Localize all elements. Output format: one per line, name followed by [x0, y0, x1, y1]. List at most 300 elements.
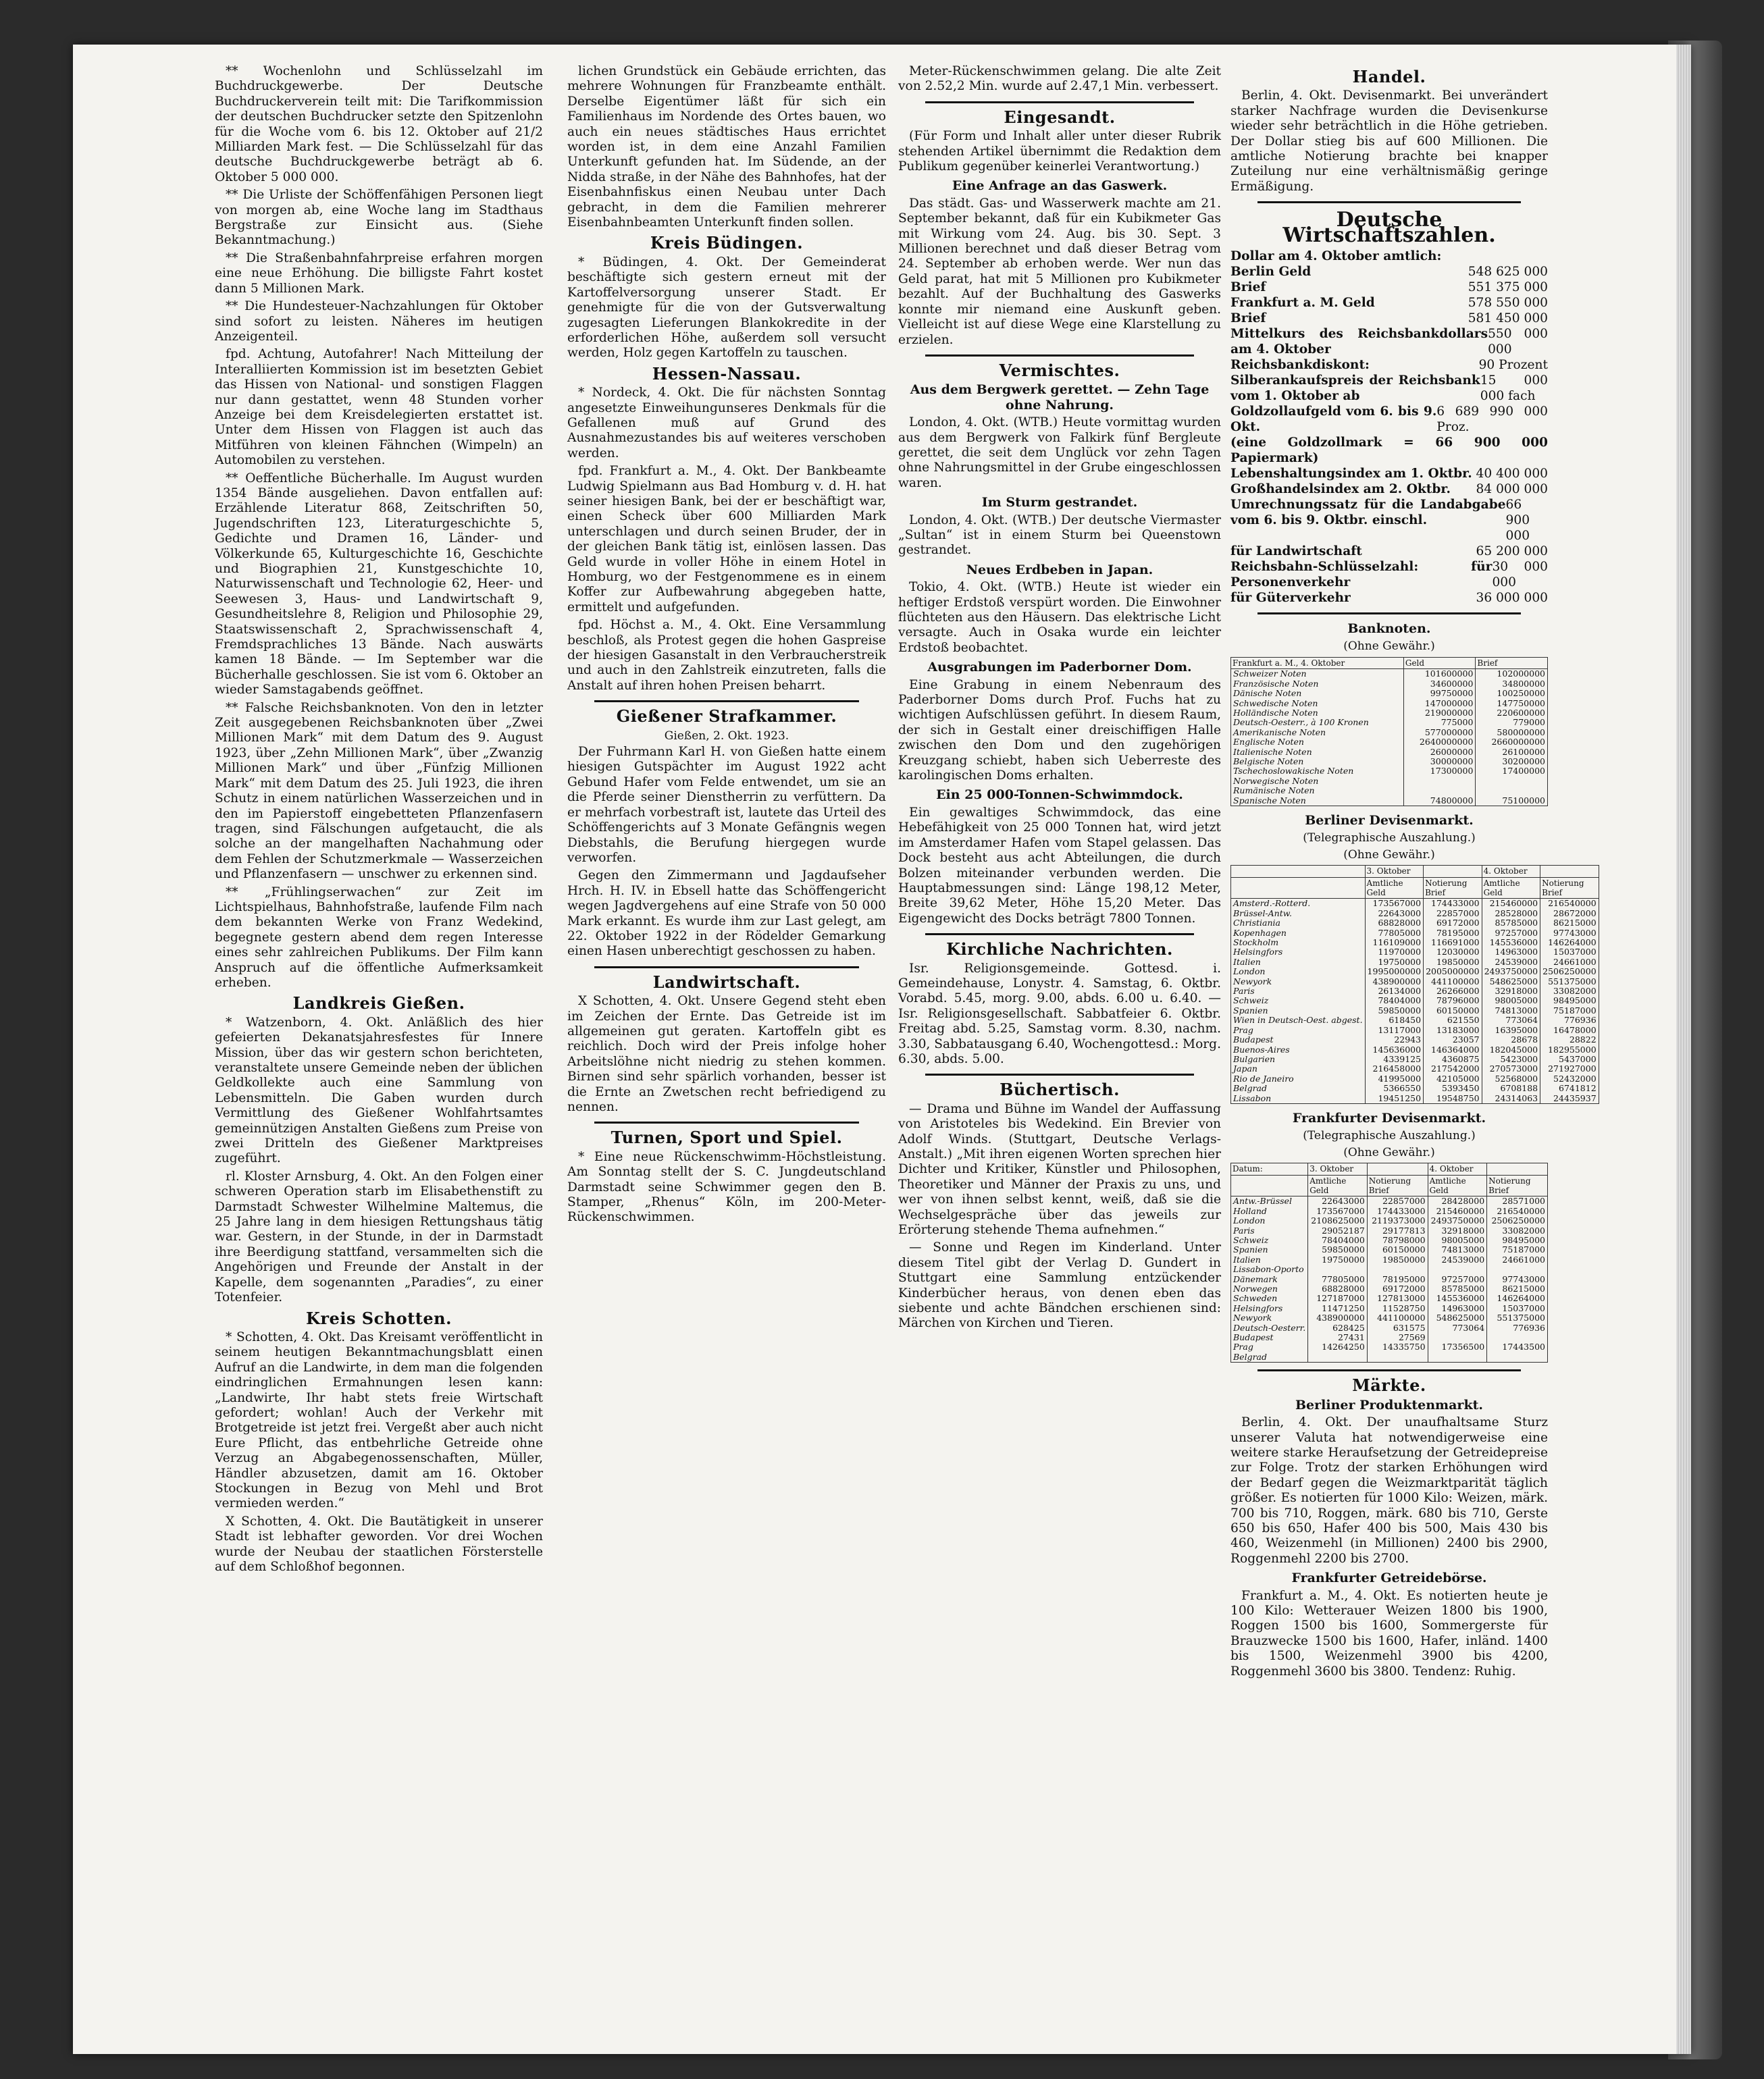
table-cell: Helsingfors — [1231, 1304, 1308, 1313]
wirtschaftszahl-row — [1230, 264, 1548, 280]
article-paragraph: Das städt. Gas- und Wasserwerk machte am 21. September bekannt, daß für ein Kubikmeter Gas mit Wirkung vom 24. Aug. bis 30. Sept. 3 Millionen berechnet und daß dieser Betrag vom 24. September ab erhoben werde. Wer nun das Geld parat, hat mit 5 Millionen pro Kubikmeter bezahlt. Auf der Buchhaltung des Gaswerks konnte mir niemand eine Auskunft geben. Vielleicht ist auf diese Wege eine Klarstellung zu erzielen. — [898, 196, 1221, 347]
wirtschaftszahl-label: Goldzollaufgeld vom 6. bis 9. Okt. — [1230, 404, 1437, 435]
table-cell: 116691000 — [1424, 938, 1482, 947]
berliner-note-2: (Ohne Gewähr.) — [1343, 847, 1435, 862]
table-row — [1231, 986, 1599, 996]
table-cell: Budapest — [1231, 1035, 1366, 1045]
table-cell: 34600000 — [1403, 679, 1476, 689]
table-cell: 86215000 — [1487, 1284, 1548, 1294]
column-2-paragraphs — [567, 64, 886, 230]
wirtschaftszahl-label: Dollar am 4. Oktober amtlich: — [1230, 249, 1442, 264]
table-cell: 216540000 — [1540, 899, 1599, 909]
table-header-row — [1231, 1175, 1548, 1196]
table-cell: 11471250 — [1308, 1304, 1368, 1313]
wirtschaftszahl-row — [1230, 466, 1548, 481]
heading-turnen-sport: Turnen, Sport und Spiel. — [611, 1128, 843, 1148]
table-cell: 2493750000 — [1482, 967, 1540, 976]
table-cell: 116109000 — [1365, 938, 1424, 947]
table-cell: 26134000 — [1365, 986, 1424, 996]
frankfurter-note-2: (Ohne Gewähr.) — [1343, 1145, 1435, 1159]
table-cell: 24661000 — [1540, 957, 1599, 967]
table-cell: 146264000 — [1487, 1294, 1548, 1303]
table-row — [1231, 669, 1548, 679]
table-row — [1231, 967, 1599, 976]
wirtschaftszahl-value: 548 625 000 — [1468, 265, 1548, 280]
wirtschaftszahlen-list — [1230, 248, 1548, 606]
table-cell: 17356500 — [1428, 1342, 1487, 1352]
table-cell: 60150000 — [1367, 1245, 1428, 1255]
table-cell: Amerikanische Noten — [1231, 728, 1404, 737]
table-header-cell: Amtliche Geld — [1308, 1175, 1368, 1196]
table-cell: 19850000 — [1367, 1255, 1428, 1265]
divider — [594, 1122, 859, 1124]
table-cell: 548625000 — [1428, 1313, 1487, 1323]
table-cell: 52568000 — [1482, 1074, 1540, 1084]
table-header-cell: Notierung Brief — [1424, 877, 1482, 899]
table-cell: 127187000 — [1308, 1294, 1368, 1303]
wirtschaftszahl-row — [1230, 497, 1548, 544]
divider — [925, 1074, 1194, 1076]
table-cell: 2506250000 — [1487, 1216, 1548, 1226]
table-cell: 75187000 — [1540, 1006, 1599, 1016]
table-cell: Stockholm — [1231, 938, 1366, 947]
heading-strafkammer: Gießener Strafkammer. — [616, 706, 837, 727]
table-cell: 23057 — [1424, 1035, 1482, 1045]
table-header-cell: Brief — [1476, 657, 1548, 668]
wirtschaftszahl-label: Großhandelsindex am 2. Oktbr. — [1230, 482, 1451, 497]
table-cell: 102000000 — [1476, 669, 1548, 679]
table-cell: 33082000 — [1487, 1226, 1548, 1236]
heading-hessen-nassau: Hessen-Nassau. — [652, 363, 802, 384]
table-cell: Buenos-Aires — [1231, 1045, 1366, 1055]
heading-banknoten: Banknoten. — [1347, 621, 1431, 637]
table-cell: 75187000 — [1487, 1245, 1548, 1255]
wirtschaftszahl-value: 40 400 000 — [1476, 467, 1548, 481]
table-cell: 215460000 — [1428, 1207, 1487, 1216]
table-cell: 52432000 — [1540, 1074, 1599, 1084]
table-cell: Bulgarien — [1231, 1055, 1366, 1064]
table-cell: 78404000 — [1365, 996, 1424, 1005]
table-cell: 5423000 — [1482, 1055, 1540, 1064]
wirtschaftszahl-label: Reichsbahn-Schlüsselzahl: für Personenverkehr — [1230, 560, 1493, 590]
vermischtes-paragraph-1: London, 4. Okt. (WTB.) Heute vormittag wurden aus dem Bergwerk von Falkirk fünf Bergleute gerettet, die seit dem Unglück vor zehn Tagen ohne Nahrungsmittel in der Grube eingeschlossen waren. — [898, 415, 1221, 490]
heading-maerkte: Märkte. — [1352, 1375, 1426, 1396]
table-cell: 97743000 — [1487, 1275, 1548, 1284]
table-cell: Budapest — [1231, 1333, 1308, 1342]
table-cell: 216458000 — [1365, 1064, 1424, 1074]
table-header-cell: 3. Oktober — [1365, 866, 1424, 877]
column-3-paragraphs — [898, 64, 1221, 95]
table-cell: 24314063 — [1482, 1094, 1540, 1104]
table-cell — [1476, 777, 1548, 786]
table-cell: Italienische Noten — [1231, 747, 1404, 757]
table-header-cell: Notierung Brief — [1367, 1175, 1428, 1196]
wirtschaftszahl-label: (eine Goldzollmark = 66 900 000 Papiermark) — [1230, 436, 1548, 466]
table-row — [1231, 1236, 1548, 1245]
table-cell: 74800000 — [1403, 796, 1476, 806]
table-cell: Schwedische Noten — [1231, 699, 1404, 708]
table-row — [1231, 1275, 1548, 1284]
table-cell: 41995000 — [1365, 1074, 1424, 1084]
table-cell — [1487, 1265, 1548, 1274]
table-row — [1231, 1094, 1599, 1104]
table-row — [1231, 1313, 1548, 1323]
table-cell: Spanien — [1231, 1245, 1308, 1255]
article-paragraph: X Schotten, 4. Okt. Unsere Gegend steht eben im Zeichen der Ernte. Das Getreide ist im allgemeinen gut geraten. Kartoffeln gibt es reichlich. Doch wird der Preis infolge hoher Arbeitslöhne nicht niedrig zu stehen kommen. Birnen sind sehr spärlich vorhanden, besser ist die Ernte an Zwetschen recht befriedigend zu nennen. — [567, 994, 886, 1114]
table-row — [1231, 1074, 1599, 1084]
divider — [1257, 201, 1521, 203]
table-cell: 68828000 — [1308, 1284, 1368, 1294]
table-cell: Newyork — [1231, 1313, 1308, 1323]
table-row — [1231, 1016, 1599, 1025]
wirtschaftszahl-row — [1230, 590, 1548, 606]
eingesandt-subheading: Eine Anfrage an das Gaswerk. — [952, 178, 1168, 194]
strafkammer-dateline: Gießen, 2. Okt. 1923. — [664, 729, 789, 743]
handel-paragraph: Berlin, 4. Okt. Devisenmarkt. Bei unverändert starker Nachfrage wurden die Devisenkurse wieder sehr beträchtlich in die Höhe getrieben. Der Dollar stieg bis auf 600 Millionen. Die amtliche Notierung brachte bei knapper Zuteilung nur eine verhältnismäßig geringe Ermäßigung. — [1230, 88, 1548, 194]
table-cell: 98005000 — [1428, 1236, 1487, 1245]
table-cell: 60150000 — [1424, 1006, 1482, 1016]
table-cell: 22643000 — [1365, 909, 1424, 918]
wirtschaftszahl-row — [1230, 559, 1548, 590]
table-row — [1231, 1323, 1548, 1333]
table-cell: Holländische Noten — [1231, 708, 1404, 718]
table-cell — [1476, 786, 1548, 795]
table-cell: Prag — [1231, 1026, 1366, 1035]
table-row — [1231, 777, 1548, 786]
table-cell: 74813000 — [1428, 1245, 1487, 1255]
table-cell: 11970000 — [1365, 947, 1424, 957]
table-cell: 11528750 — [1367, 1304, 1428, 1313]
column-4 — [1230, 64, 1597, 1682]
table-cell: 215460000 — [1482, 899, 1540, 909]
table-cell: 621550 — [1424, 1016, 1482, 1025]
table-cell: 28678 — [1482, 1035, 1540, 1045]
heading-frankfurter-devisenmarkt: Frankfurter Devisenmarkt. — [1292, 1110, 1486, 1126]
table-cell: 42105000 — [1424, 1074, 1482, 1084]
table-cell: 2640000000 — [1403, 737, 1476, 747]
article-paragraph: ** Falsche Reichsbanknoten. Von den in letzter Zeit ausgegebenen Reichsbanknoten über „Zwei Millionen Mark“ mit dem Datum des 9. August 1923, über „Zehn Millionen Mark“, über „Zwanzig Millionen Mark“ und über „Fünfzig Millionen Mark“ mit dem Datum des 25. Juli 1923, die ihren Schutz in einem natürlichen Wasserzeichen und in den im Papierstoff eingebetteten Pflanzenfasern tragen, sind Fälschungen aufgetaucht, die als solche an der mangelhaften Nachahmung oder dem Fehlen der Schutzmerkmale — Wasserzeichen und Pflanzenfasern — unschwer zu erkennen sind. — [215, 700, 543, 882]
table-cell: 24539000 — [1428, 1255, 1487, 1265]
table-cell: Amsterd.-Rotterd. — [1231, 899, 1366, 909]
table-cell: 22857000 — [1367, 1196, 1428, 1207]
table-row — [1231, 918, 1599, 928]
table-row — [1231, 1342, 1548, 1352]
table-cell: 174433000 — [1367, 1207, 1428, 1216]
table-cell: 13183000 — [1424, 1026, 1482, 1035]
vermischtes-paragraph-2: London, 4. Okt. (WTB.) Der deutsche Viermaster „Sultan“ ist in einem Sturm bei Queenstown gestrandet. — [898, 512, 1221, 558]
heading-kreis-buedingen: Kreis Büdingen. — [650, 233, 804, 253]
table-cell: Lissabon — [1231, 1094, 1366, 1104]
table-cell: Newyork — [1231, 977, 1366, 986]
article-paragraph: lichen Grundstück ein Gebäude errichten, das mehrere Wohnungen für Franzbeamte enthält. Derselbe Eigentümer läßt für sich ein Familienhaus im Nordende des Ortes bauen, wo auch ein neues städtisches Haus errichtet worden ist, in dem eine Anzahl Familien Unterkunft gefunden hat. Im Südende, an der Nidda straße, in der Nähe des Bahnhofes, hat der Eisenbahnfiskus einen Neubau unter Dach gebracht, in dem die Familien mehrerer Eisenbahnbeamten Unterkunft finden sollen. — [567, 64, 886, 230]
article-paragraph: Meter-Rückenschwimmen gelang. Die alte Zeit von 2.52,2 Min. wurde auf 2.47,1 Min. verbessert. — [898, 64, 1221, 94]
table-cell: 580000000 — [1476, 728, 1548, 737]
landwirtschaft-paragraphs — [567, 994, 886, 1115]
article-paragraph: * Nordeck, 4. Okt. Die für nächsten Sonntag angesetzte Einweihungunseres Denkmals für die Gefallenen muß auf Grund des Ausnahmezustandes bis auf weiteres verschoben werden. — [567, 386, 886, 460]
table-cell: 173567000 — [1308, 1207, 1368, 1216]
table-cell: Antw.-Brüssel — [1231, 1196, 1308, 1207]
table-header-cell: Frankfurt a. M., 4. Oktober — [1231, 657, 1404, 668]
table-cell: 776936 — [1540, 1016, 1599, 1025]
buedingen-paragraphs — [567, 255, 886, 361]
table-cell: 59850000 — [1365, 1006, 1424, 1016]
table-cell: 29052187 — [1308, 1226, 1368, 1236]
column-2 — [567, 64, 886, 1228]
maerkte-subheading: Berliner Produktenmarkt. — [1295, 1397, 1483, 1413]
article-paragraph: Der Fuhrmann Karl H. von Gießen hatte einem hiesigen Gutspächter im August 1922 acht Gebund Hafer vom Felde entwendet, um sie an die Pferde seiner Dienstherrin zu verfüttern. Da er mehrfach vorbestraft ist, lautete das Urteil des Schöffengerichts auf 3 Monate Gefängnis wegen Diebstahls, die Berufung hiergegen wurde verworfen. — [567, 745, 886, 865]
table-cell: 775000 — [1403, 718, 1476, 727]
table-cell — [1428, 1333, 1487, 1342]
table-cell: 219000000 — [1403, 708, 1476, 718]
table-row — [1231, 1006, 1599, 1016]
table-row — [1231, 1294, 1548, 1303]
table-cell: Holland — [1231, 1207, 1308, 1216]
table-row — [1231, 718, 1548, 727]
table-cell: 13117000 — [1365, 1026, 1424, 1035]
wirtschaftszahl-label: Mittelkurs des Reichsbankdollars am 4. Oktober — [1230, 327, 1488, 357]
table-cell: 75100000 — [1476, 796, 1548, 806]
table-cell: 34800000 — [1476, 679, 1548, 689]
table-cell: Japan — [1231, 1064, 1366, 1074]
schotten-paragraphs — [215, 1330, 543, 1575]
table-cell: 618450 — [1365, 1016, 1424, 1025]
table-row — [1231, 1226, 1548, 1236]
table-cell: Spanien — [1231, 1006, 1366, 1016]
table-cell: 98495000 — [1487, 1236, 1548, 1245]
table-cell: Schweizer Noten — [1231, 669, 1404, 679]
table-cell: 78195000 — [1424, 928, 1482, 938]
table-cell: 438900000 — [1365, 977, 1424, 986]
divider — [925, 933, 1194, 935]
article-paragraph: — Drama und Bühne im Wandel der Auffassung von Aristoteles bis Wedekind. Ein Brevier von Adolf Winds. (Stuttgart, Deutsche Verlags-Anstalt.) „Mit ihren eigenen Worten sprechen hier Dichter und Kritiker, Künstler und Philosophen, Theoretiker und Männer der Praxis zu uns, und wer von ihnen selbst kennt, weiß, daß sie die Wechselgespräche über das jeweils zur Erörterung stehende Thema aufnehmen.“ — [898, 1101, 1221, 1238]
table-cell: Schweiz — [1231, 996, 1366, 1005]
table-cell — [1428, 1352, 1487, 1363]
article-paragraph: * Büdingen, 4. Okt. Der Gemeinderat beschäftigte sich gestern erneut mit der Kartoffelversorgung unserer Stadt. Er genehmigte für die von der Gutsverwaltung zugesagten Lieferungen Blankokredite in der erforderlichen Höhe, außerdem soll versucht werden, Holz gegen Kartoffeln zu tauschen. — [567, 255, 886, 361]
table-cell: Spanische Noten — [1231, 796, 1404, 806]
table-cell: 182045000 — [1482, 1045, 1540, 1055]
table-cell — [1367, 1352, 1428, 1363]
article-paragraph: Gegen den Zimmermann und Jagdaufseher Hrch. H. IV. in Ebsell hatte das Schöffengericht wegen Jagdvergehens auf eine Strafe von 50 000 Mark erkannt. Es wurde ihm zur Last gelegt, am 22. Oktober 1922 in der Rödelder Gemarkung einen Hasen unberechtigt geschossen zu haben. — [567, 868, 886, 959]
berliner-note: (Telegraphische Auszahlung.) — [1303, 831, 1476, 845]
table-cell — [1487, 1352, 1548, 1363]
table-cell: 97257000 — [1428, 1275, 1487, 1284]
wirtschaftszahl-label: Silberankaufspreis der Reichsbank vom 1. Oktober ab — [1230, 373, 1480, 404]
table-header-cell: 3. Oktober — [1308, 1163, 1368, 1175]
table-cell: 78798000 — [1367, 1236, 1428, 1245]
table-header-cell: Datum: — [1231, 1163, 1308, 1175]
table-cell: 69172000 — [1424, 918, 1482, 928]
table-cell: 14264250 — [1308, 1342, 1368, 1352]
hessen-paragraphs — [567, 386, 886, 693]
table-cell: 98005000 — [1482, 996, 1540, 1005]
article-paragraph: ** Die Straßenbahnfahrpreise erfahren morgen eine neue Erhöhung. Die billigste Fahrt kostet dann 5 Millionen Mark. — [215, 251, 543, 296]
wirtschaftszahl-value: 30 000 000 — [1492, 560, 1548, 590]
table-cell — [1308, 1352, 1368, 1363]
table-cell: 32918000 — [1428, 1226, 1487, 1236]
table-cell: 29177813 — [1367, 1226, 1428, 1236]
table-cell — [1308, 1265, 1368, 1274]
table-header-cell — [1487, 1163, 1548, 1175]
table-cell: Norwegische Noten — [1231, 777, 1404, 786]
table-cell: 220600000 — [1476, 708, 1548, 718]
table-row — [1231, 977, 1599, 986]
table-cell: 147000000 — [1403, 699, 1476, 708]
divider — [1257, 1369, 1521, 1371]
article-paragraph: * Schotten, 4. Okt. Das Kreisamt veröffentlicht in seinem heutigen Bekanntmachungsblatt einen Aufruf an die Landwirte, in dem man die folgenden eindringlichen Ermahnungen lesen kann: „Landwirte, Ihr habt stets freie Wirtschaft gefordert; wohlan! Auch der Verkehr mit Brotgetreide ist jetzt frei. Vergeßt aber auch nicht Eure Pflicht, das entbehrliche Getreide ohne Verzug an Abgabegenossenschaften, Müller, Händler abzusetzen, damit am 16. Oktober Stockungen in Bezug von Mehl und Brot vermieden werden.“ — [215, 1330, 543, 1511]
wirtschaftszahl-label: Frankfurt a. M. Geld — [1230, 296, 1375, 311]
table-header-row — [1231, 866, 1599, 877]
wirtschaftszahl-label: für Güterverkehr — [1230, 591, 1351, 606]
table-cell: 441100000 — [1367, 1313, 1428, 1323]
table-row — [1231, 1035, 1599, 1045]
table-cell: 2005000000 — [1424, 967, 1482, 976]
article-paragraph: ** „Frühlingserwachen“ zur Zeit im Lichtspielhaus, Bahnhofstraße, laufende Film nach dem bekannten Werke von Franz Wedekind, begegnete gestern abend dem regen Interesse eines sehr zahlreichen Publikums. Der Film kann Anspruch auf die öffentliche Aufmerksamkeit erheben. — [215, 885, 543, 990]
article-paragraph: fpd. Höchst a. M., 4. Okt. Eine Versammlung beschloß, als Protest gegen die hohen Gaspreise der hiesigen Gasanstalt in den Verbraucherstreik und auch in den Zahlstreik einzutreten, falls die Anstalt auf ihren hohen Preisen beharrt. — [567, 618, 886, 693]
table-cell: 773064 — [1482, 1016, 1540, 1025]
table-cell: 16395000 — [1482, 1026, 1540, 1035]
table-cell: Dänemark — [1231, 1275, 1308, 1284]
banknoten-table — [1230, 657, 1548, 806]
table-cell: 2119373000 — [1367, 1216, 1428, 1226]
table-cell: 631575 — [1367, 1323, 1428, 1333]
wirtschaftszahl-row — [1230, 311, 1548, 326]
table-cell: London — [1231, 1216, 1308, 1226]
table-row — [1231, 679, 1548, 689]
table-cell: 146264000 — [1540, 938, 1599, 947]
table-cell: Belgrad — [1231, 1084, 1366, 1093]
vermischtes-paragraph-5: Ein gewaltiges Schwimmdock, das eine Hebefähigkeit von 25 000 Tonnen hat, wird jetzt im Amsterdamer Hafen vom Stapel gelassen. Das Dock besteht aus acht Abteilungen, die durch Bolzen miteinander verbunden werden. Die Hauptabmessungen sind: Länge 198,12 Meter, Breite 39,62 Meter, Höhe 15,20 Meter. Das Eigengewicht des Docks beträgt 7800 Tonnen. — [898, 805, 1221, 926]
table-cell: Helsingfors — [1231, 947, 1366, 957]
table-header-cell — [1424, 866, 1482, 877]
table-cell: 776936 — [1487, 1323, 1548, 1333]
vermischtes-subheading-5: Ein 25 000-Tonnen-Schwimmdock. — [936, 787, 1183, 803]
table-cell — [1428, 1265, 1487, 1274]
table-cell: Italien — [1231, 957, 1366, 967]
heading-kirchliche-nachrichten: Kirchliche Nachrichten. — [946, 939, 1173, 959]
table-cell: 24661000 — [1487, 1255, 1548, 1265]
wirtschaftszahl-row — [1230, 435, 1548, 466]
table-cell: Deutsch-Oesterr., à 100 Kronen — [1231, 718, 1404, 727]
table-cell: 22857000 — [1424, 909, 1482, 918]
table-row — [1231, 796, 1548, 806]
table-header-cell: 4. Oktober — [1482, 866, 1540, 877]
wirtschaftszahl-value: 6 689 990 000 Proz. — [1436, 404, 1548, 435]
wirtschaftszahl-row — [1230, 373, 1548, 404]
vermischtes-subheading-4: Ausgrabungen im Paderborner Dom. — [927, 660, 1192, 675]
table-cell: 74813000 — [1482, 1006, 1540, 1016]
article-paragraph: ** Oeffentliche Bücherhalle. Im August wurden 1354 Bände ausgeliehen. Davon entfallen auf: Erzählende Literatur 868, Zeitschriften 50, Jugendschriften 123, Literaturgeschichte 5, Gedichte und Dramen 16, Länder- und Völkerkunde 65, Kulturgeschichte 16, Geschichte und Biographien 21, Kunstgeschichte 10, Naturwissenschaft und Technologie 62, Heer- und Seewesen 3, Haus- und Landwirtschaft 9, Gesundheitslehre 8, Religion und Philosophie 29, Staatswissenschaft 2, Sprachwissenschaft 4, Fremdsprachliches 13 Bände. Nach auswärts kamen 18 Bände. — Im September war die Bücherhalle geschlossen. Sie ist vom 6. Oktober an wieder Samstagabends geöffnet. — [215, 471, 543, 698]
wirtschaftszahl-value: 578 550 000 — [1468, 296, 1548, 311]
wirtschaftszahl-label: Umrechnungssatz für die Landabgabe vom 6. bis 9. Oktbr. einschl. — [1230, 498, 1506, 528]
table-row — [1231, 996, 1599, 1005]
table-cell: 28822 — [1540, 1035, 1599, 1045]
table-cell: 101600000 — [1403, 669, 1476, 679]
table-row — [1231, 1084, 1599, 1093]
table-cell: 145536000 — [1428, 1294, 1487, 1303]
table-row — [1231, 1216, 1548, 1226]
table-header-cell — [1231, 877, 1366, 899]
table-cell: 15037000 — [1540, 947, 1599, 957]
column-1-paragraphs — [215, 64, 543, 991]
frankfurter-devisen-table — [1230, 1163, 1548, 1363]
table-cell: 270573000 — [1482, 1064, 1540, 1074]
divider — [594, 966, 859, 968]
table-row — [1231, 1304, 1548, 1313]
giessen-paragraphs — [215, 1016, 543, 1306]
table-cell: Wien in Deutsch-Oest. abgest. — [1231, 1016, 1366, 1025]
table-cell: 577000000 — [1403, 728, 1476, 737]
table-cell: London — [1231, 967, 1366, 976]
table-cell: 2660000000 — [1476, 737, 1548, 747]
wirtschaftszahl-label: Reichsbankdiskont: — [1230, 358, 1370, 373]
heading-landwirtschaft: Landwirtschaft. — [652, 972, 801, 992]
maerkte-paragraph: Berlin, 4. Okt. Der unaufhaltsame Sturz unserer Valuta hat notwendigerweise eine weitere starke Heraufsetzung der Getreidepreise zur Folge. Trotz der starken Erhöhungen wird der Bedarf gegen die Weizmarktparität täglich größer. Es notierten für 1000 Kilo: Weizen, märk. 700 bis 710, Roggen, märk. 680 bis 710, Gerste 650 bis 650, Hafer 400 bis 500, Mais 430 bis 460, Weizenmehl (in Millionen) 2400 bis 2900, Roggenmehl 2200 bis 2700. — [1230, 1415, 1548, 1566]
table-cell: 77805000 — [1365, 928, 1424, 938]
table-cell: 19548750 — [1424, 1094, 1482, 1104]
table-row — [1231, 766, 1548, 776]
table-cell: 100250000 — [1476, 689, 1548, 698]
table-cell — [1367, 1265, 1428, 1274]
table-cell: 68828000 — [1365, 918, 1424, 928]
heading-buechertisch: Büchertisch. — [1000, 1080, 1120, 1100]
table-cell: Englische Noten — [1231, 737, 1404, 747]
table-cell: 77805000 — [1308, 1275, 1368, 1284]
wirtschaftszahl-label: Lebenshaltungsindex am 1. Oktbr. — [1230, 467, 1472, 481]
table-header-cell: Geld — [1403, 657, 1476, 668]
table-cell: 5393450 — [1424, 1084, 1482, 1093]
table-cell: 182955000 — [1540, 1045, 1599, 1055]
table-cell: 14335750 — [1367, 1342, 1428, 1352]
table-cell: 30000000 — [1403, 757, 1476, 766]
article-paragraph: ** Die Hundesteuer-Nachzahlungen für Oktober sind sofort zu leisten. Näheres im heutigen Anzeigenteil. — [215, 299, 543, 344]
table-cell: 5366550 — [1365, 1084, 1424, 1093]
table-header-row — [1231, 1163, 1548, 1175]
table-cell — [1403, 786, 1476, 795]
table-cell: 2493750000 — [1428, 1216, 1487, 1226]
table-cell: 779000 — [1476, 718, 1548, 727]
getreideboerse-subheading: Frankfurter Getreidebörse. — [1291, 1571, 1487, 1586]
heading-landkreis-giessen: Landkreis Gießen. — [292, 993, 465, 1014]
table-row — [1231, 689, 1548, 698]
table-header-cell: Amtliche Geld — [1482, 877, 1540, 899]
table-cell: 551375000 — [1540, 977, 1599, 986]
article-paragraph: ** Wochenlohn und Schlüsselzahl im Buchdruckgewerbe. Der Deutsche Buchdruckerverein teilt mit: Die Tarifkommission der deutschen Buchdrucker setzte den Spitzenlohn für die Woche vom 6. bis 12. Oktober auf 21/2 Milliarden Mark fest. — Die Schlüsselzahl für das deutsche Buchdruckgewerbe beträgt ab 6. Oktober 5 000 000. — [215, 64, 543, 184]
wirtschaftszahl-row — [1230, 248, 1548, 264]
berliner-devisen-table — [1230, 865, 1599, 1104]
heading-berliner-devisenmarkt: Berliner Devisenmarkt. — [1305, 812, 1474, 828]
column-3 — [898, 64, 1221, 1334]
table-cell: 12030000 — [1424, 947, 1482, 957]
table-cell: 78404000 — [1308, 1236, 1368, 1245]
table-cell: 69172000 — [1367, 1284, 1428, 1294]
table-cell: 85785000 — [1482, 918, 1540, 928]
table-cell: 86215000 — [1540, 918, 1599, 928]
vermischtes-subheading-1: Aus dem Bergwerk gerettet. — Zehn Tage ohne Nahrung. — [910, 382, 1210, 413]
vermischtes-paragraph-3: Tokio, 4. Okt. (WTB.) Heute ist wieder ein heftiger Erdstoß verspürt worden. Die Einwohner flüchteten aus den Häusern. Das elektrische Licht versagte. Auch in Osaka wurde ein leichter Erdstoß beobachtet. — [898, 580, 1221, 655]
table-cell: 1995000000 — [1365, 967, 1424, 976]
table-row — [1231, 938, 1599, 947]
divider — [594, 700, 859, 702]
table-cell: 85785000 — [1428, 1284, 1487, 1294]
table-row — [1231, 899, 1599, 909]
heading-wirtschaftszahlen: Deutsche Wirtschaftszahlen. — [1282, 208, 1496, 247]
table-cell: 19850000 — [1424, 957, 1482, 967]
table-cell: 97743000 — [1540, 928, 1599, 938]
table-header-cell — [1231, 1175, 1308, 1196]
table-row — [1231, 1333, 1548, 1342]
table-cell: 99750000 — [1403, 689, 1476, 698]
table-cell: 17400000 — [1476, 766, 1548, 776]
